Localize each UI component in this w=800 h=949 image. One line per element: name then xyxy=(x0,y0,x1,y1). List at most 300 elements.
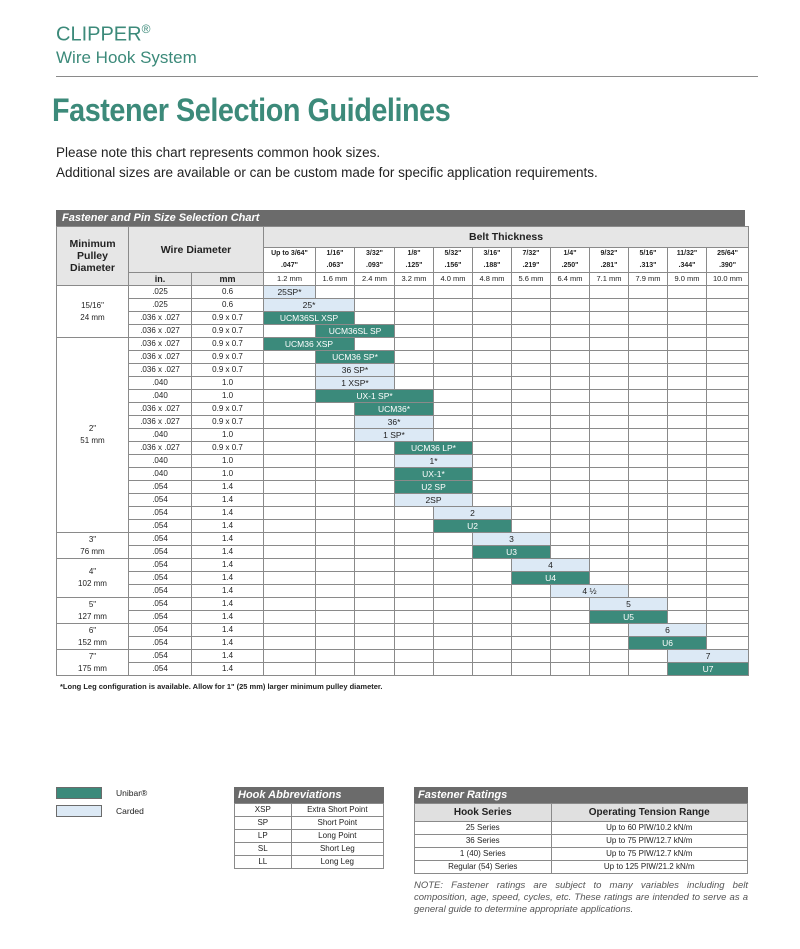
empty-cell xyxy=(629,650,668,663)
empty-cell xyxy=(473,494,512,507)
empty-cell xyxy=(395,520,434,533)
table-row xyxy=(57,299,749,312)
carded-fastener-bar xyxy=(355,429,434,442)
table-row xyxy=(57,468,749,481)
empty-cell xyxy=(629,351,668,364)
empty-cell xyxy=(355,455,395,468)
empty-cell xyxy=(590,351,629,364)
thickness-mm-heading: 7.9 mm xyxy=(629,273,668,286)
empty-cell xyxy=(395,663,434,676)
wire-in-cell: .054 xyxy=(129,624,192,637)
table-row xyxy=(57,338,749,351)
empty-cell xyxy=(707,416,749,429)
empty-cell xyxy=(355,637,395,650)
empty-cell xyxy=(264,650,316,663)
wire-in-cell: .054 xyxy=(129,663,192,676)
table-row xyxy=(57,351,749,364)
empty-cell xyxy=(590,663,629,676)
wire-mm-cell: 1.4 xyxy=(192,507,264,520)
header-row xyxy=(57,273,749,286)
table-row xyxy=(57,663,749,676)
empty-cell xyxy=(355,533,395,546)
empty-cell xyxy=(434,598,473,611)
empty-cell xyxy=(355,650,395,663)
wire-mm-cell: 1.4 xyxy=(192,520,264,533)
table-row xyxy=(57,325,749,338)
pulley-mm: 76 mm xyxy=(80,546,105,556)
empty-cell xyxy=(590,559,629,572)
table-row xyxy=(235,856,384,869)
empty-cell xyxy=(590,416,629,429)
thickness-decimal: .047" xyxy=(281,262,298,269)
carded-fastener-bar xyxy=(264,299,355,312)
thickness-mm-heading: 1.6 mm xyxy=(316,273,355,286)
chart-header: Fastener and Pin Size Selection Chart xyxy=(56,210,745,226)
empty-cell xyxy=(668,533,707,546)
carded-fastener-bar xyxy=(434,507,512,520)
empty-cell xyxy=(551,286,590,299)
empty-cell xyxy=(512,338,551,351)
empty-cell xyxy=(668,442,707,455)
thickness-decimal: .188" xyxy=(483,262,501,269)
thickness-in-heading xyxy=(629,248,668,273)
thickness-fraction: 3/32" xyxy=(366,250,383,257)
pulley-diameter-cell xyxy=(57,286,129,338)
empty-cell xyxy=(551,338,590,351)
thickness-mm-heading: 9.0 mm xyxy=(668,273,707,286)
empty-cell xyxy=(473,559,512,572)
wire-in-cell: .036 x .027 xyxy=(129,312,192,325)
wire-in-cell: .036 x .027 xyxy=(129,338,192,351)
unit-in-heading: in. xyxy=(129,273,192,286)
empty-cell xyxy=(590,377,629,390)
empty-cell xyxy=(316,416,355,429)
thickness-decimal: .219" xyxy=(522,262,540,269)
wire-in-cell: .036 x .027 xyxy=(129,442,192,455)
carded-fastener-bar xyxy=(395,494,473,507)
wire-mm-cell: 1.4 xyxy=(192,572,264,585)
empty-cell xyxy=(629,442,668,455)
unibar-swatch xyxy=(56,787,102,799)
header-row xyxy=(57,227,749,248)
wire-in-cell: .054 xyxy=(129,546,192,559)
empty-cell xyxy=(551,299,590,312)
empty-cell xyxy=(629,377,668,390)
empty-cell xyxy=(512,442,551,455)
empty-cell xyxy=(316,429,355,442)
empty-cell xyxy=(707,429,749,442)
empty-cell xyxy=(668,286,707,299)
empty-cell xyxy=(590,364,629,377)
empty-cell xyxy=(707,494,749,507)
unibar-fastener-bar xyxy=(395,468,473,481)
wire-in-cell: .054 xyxy=(129,533,192,546)
empty-cell xyxy=(355,338,395,351)
empty-cell xyxy=(551,403,590,416)
legend-item xyxy=(56,805,147,817)
empty-cell xyxy=(668,351,707,364)
empty-cell xyxy=(512,364,551,377)
empty-cell xyxy=(355,507,395,520)
wire-in-cell: .040 xyxy=(129,377,192,390)
empty-cell xyxy=(551,390,590,403)
empty-cell xyxy=(395,299,434,312)
thickness-in-heading xyxy=(512,248,551,273)
empty-cell xyxy=(264,585,316,598)
empty-cell xyxy=(590,429,629,442)
empty-cell xyxy=(316,507,355,520)
abbreviation-code: SL xyxy=(235,843,292,856)
unibar-fastener-bar xyxy=(316,351,395,364)
empty-cell xyxy=(512,650,551,663)
table-row xyxy=(415,835,748,848)
fastener-label: 25* xyxy=(302,300,316,310)
empty-cell xyxy=(473,403,512,416)
wire-in-cell: .025 xyxy=(129,299,192,312)
empty-cell xyxy=(629,325,668,338)
table-row xyxy=(57,507,749,520)
empty-cell xyxy=(707,338,749,351)
empty-cell xyxy=(629,468,668,481)
pulley-mm: 152 mm xyxy=(78,637,107,647)
empty-cell xyxy=(395,624,434,637)
empty-cell xyxy=(473,468,512,481)
wire-in-cell: .054 xyxy=(129,494,192,507)
empty-cell xyxy=(395,650,434,663)
pulley-in: 4" xyxy=(88,567,97,576)
empty-cell xyxy=(551,312,590,325)
empty-cell xyxy=(316,403,355,416)
selection-chart xyxy=(56,210,745,691)
table-row xyxy=(235,843,384,856)
thickness-in-heading xyxy=(551,248,590,273)
pulley-mm: 51 mm xyxy=(80,436,105,445)
empty-cell xyxy=(264,416,316,429)
empty-cell xyxy=(668,559,707,572)
thickness-fraction: 1/8" xyxy=(407,250,421,257)
empty-cell xyxy=(707,286,749,299)
wire-mm-cell: 1.0 xyxy=(192,377,264,390)
wire-heading: Wire Diameter xyxy=(129,227,264,273)
selection-table xyxy=(56,226,749,676)
wire-in-cell: .054 xyxy=(129,520,192,533)
empty-cell xyxy=(355,494,395,507)
chart-footnote: *Long Leg configuration is available. Allow for 1" (25 mm) larger minimum pulley diameter. xyxy=(60,682,383,691)
wire-mm-cell: 0.6 xyxy=(192,299,264,312)
empty-cell xyxy=(473,481,512,494)
empty-cell xyxy=(512,494,551,507)
empty-cell xyxy=(395,598,434,611)
empty-cell xyxy=(512,624,551,637)
thickness-fraction: 3/16" xyxy=(483,250,501,257)
abbreviations-table xyxy=(234,803,384,869)
abbreviation-meaning: Long Leg xyxy=(291,856,383,869)
empty-cell xyxy=(551,637,590,650)
empty-cell xyxy=(264,507,316,520)
empty-cell xyxy=(355,468,395,481)
empty-cell xyxy=(264,442,316,455)
pulley-in: 15/16" xyxy=(81,300,104,310)
empty-cell xyxy=(316,611,355,624)
wire-mm-cell: 0.9 x 0.7 xyxy=(192,364,264,377)
thickness-in-heading xyxy=(355,248,395,273)
thickness-fraction: 25/64" xyxy=(717,250,738,257)
empty-cell xyxy=(629,533,668,546)
wire-mm-cell: 0.9 x 0.7 xyxy=(192,416,264,429)
empty-cell xyxy=(590,624,629,637)
carded-fastener-bar xyxy=(264,286,316,299)
abbreviations-header: Hook Abbreviations xyxy=(234,787,384,803)
fastener-label: 25SP* xyxy=(277,287,302,297)
carded-fastener-bar xyxy=(395,455,473,468)
empty-cell xyxy=(264,455,316,468)
empty-cell xyxy=(707,351,749,364)
table-row xyxy=(57,624,749,637)
empty-cell xyxy=(668,429,707,442)
pulley-diameter-cell xyxy=(57,338,129,533)
empty-cell xyxy=(434,637,473,650)
pulley-mm: 127 mm xyxy=(78,611,107,621)
wire-mm-cell: 0.9 x 0.7 xyxy=(192,325,264,338)
empty-cell xyxy=(473,286,512,299)
empty-cell xyxy=(473,416,512,429)
empty-cell xyxy=(551,520,590,533)
empty-cell xyxy=(590,481,629,494)
table-row xyxy=(57,364,749,377)
empty-cell xyxy=(434,403,473,416)
empty-cell xyxy=(629,455,668,468)
table-row xyxy=(57,533,749,546)
empty-cell xyxy=(668,598,707,611)
empty-cell xyxy=(264,572,316,585)
empty-cell xyxy=(473,377,512,390)
empty-cell xyxy=(551,377,590,390)
empty-cell xyxy=(707,481,749,494)
empty-cell xyxy=(551,598,590,611)
table-row xyxy=(415,861,748,874)
empty-cell xyxy=(512,351,551,364)
empty-cell xyxy=(395,507,434,520)
wire-in-cell: .040 xyxy=(129,429,192,442)
abbreviation-meaning: Short Point xyxy=(291,817,383,830)
wire-mm-cell: 1.4 xyxy=(192,637,264,650)
thickness-decimal: .156" xyxy=(444,262,462,269)
empty-cell xyxy=(551,364,590,377)
empty-cell xyxy=(316,559,355,572)
thickness-mm-heading: 1.2 mm xyxy=(264,273,316,286)
wire-in-cell: .054 xyxy=(129,598,192,611)
carded-fastener-bar xyxy=(668,650,749,663)
empty-cell xyxy=(629,663,668,676)
empty-cell xyxy=(668,520,707,533)
unibar-fastener-bar xyxy=(629,637,707,650)
ratings-note: NOTE: Fastener ratings are subject to many variables including belt composition, age, speed, cycles, etc. These ratings are intended to serve as a general guide to determine appropriate applications. xyxy=(414,880,748,915)
empty-cell xyxy=(707,403,749,416)
empty-cell xyxy=(316,455,355,468)
empty-cell xyxy=(264,481,316,494)
unibar-fastener-bar xyxy=(395,481,473,494)
thickness-in-heading xyxy=(590,248,629,273)
pulley-heading: Minimum Pulley Diameter xyxy=(57,227,129,286)
wire-in-cell: .036 x .027 xyxy=(129,416,192,429)
empty-cell xyxy=(668,546,707,559)
empty-cell xyxy=(668,416,707,429)
empty-cell xyxy=(395,572,434,585)
thickness-in-heading xyxy=(434,248,473,273)
legend-label: Unibar® xyxy=(116,788,148,798)
thickness-fraction: 1/4" xyxy=(563,250,577,257)
empty-cell xyxy=(473,624,512,637)
empty-cell xyxy=(629,507,668,520)
empty-cell xyxy=(590,286,629,299)
empty-cell xyxy=(707,520,749,533)
empty-cell xyxy=(551,351,590,364)
pulley-diameter-cell xyxy=(57,624,129,650)
empty-cell xyxy=(512,299,551,312)
empty-cell xyxy=(551,429,590,442)
wire-mm-cell: 1.0 xyxy=(192,390,264,403)
empty-cell xyxy=(707,624,749,637)
empty-cell xyxy=(473,390,512,403)
empty-cell xyxy=(668,455,707,468)
empty-cell xyxy=(395,312,434,325)
empty-cell xyxy=(590,390,629,403)
wire-mm-cell: 1.4 xyxy=(192,481,264,494)
empty-cell xyxy=(668,481,707,494)
intro-line: Please note this chart represents common hook sizes. xyxy=(56,145,381,160)
abbreviation-code: LP xyxy=(235,830,292,843)
empty-cell xyxy=(707,312,749,325)
fastener-label: U2 SP xyxy=(421,482,446,492)
empty-cell xyxy=(473,442,512,455)
empty-cell xyxy=(707,598,749,611)
empty-cell xyxy=(512,416,551,429)
wire-mm-cell: 1.0 xyxy=(192,429,264,442)
empty-cell xyxy=(512,611,551,624)
empty-cell xyxy=(395,533,434,546)
empty-cell xyxy=(707,637,749,650)
empty-cell xyxy=(434,559,473,572)
wire-in-cell: .054 xyxy=(129,611,192,624)
empty-cell xyxy=(355,546,395,559)
wire-mm-cell: 1.4 xyxy=(192,624,264,637)
empty-cell xyxy=(316,637,355,650)
intro-text xyxy=(56,143,598,183)
thickness-fraction: Up to 3/64" xyxy=(271,250,308,257)
empty-cell xyxy=(512,325,551,338)
carded-fastener-bar xyxy=(355,416,434,429)
empty-cell xyxy=(395,585,434,598)
empty-cell xyxy=(707,533,749,546)
empty-cell xyxy=(434,377,473,390)
empty-cell xyxy=(264,611,316,624)
table-row xyxy=(57,286,749,299)
empty-cell xyxy=(264,533,316,546)
empty-cell xyxy=(707,468,749,481)
empty-cell xyxy=(512,390,551,403)
empty-cell xyxy=(355,572,395,585)
empty-cell xyxy=(629,338,668,351)
table-row xyxy=(235,804,384,817)
hook-series-heading: Hook Series xyxy=(415,804,552,822)
wire-in-cell: .054 xyxy=(129,585,192,598)
wire-mm-cell: 1.4 xyxy=(192,533,264,546)
table-row xyxy=(57,598,749,611)
unibar-fastener-bar xyxy=(355,403,434,416)
empty-cell xyxy=(629,494,668,507)
wire-mm-cell: 1.4 xyxy=(192,611,264,624)
thickness-decimal: .093" xyxy=(366,262,383,269)
table-row xyxy=(57,312,749,325)
abbreviation-meaning: Extra Short Point xyxy=(291,804,383,817)
brand-subtitle: Wire Hook System xyxy=(56,48,197,67)
brand-name: CLIPPER® xyxy=(56,22,151,46)
empty-cell xyxy=(590,455,629,468)
wire-mm-cell: 0.9 x 0.7 xyxy=(192,351,264,364)
legend-label: Carded xyxy=(116,806,144,816)
empty-cell xyxy=(355,481,395,494)
abbreviation-code: XSP xyxy=(235,804,292,817)
fastener-label: 5 xyxy=(626,599,631,609)
fastener-label: U7 xyxy=(702,664,714,674)
pulley-in: 7" xyxy=(88,651,97,661)
empty-cell xyxy=(264,494,316,507)
unibar-fastener-bar xyxy=(473,546,551,559)
wire-mm-cell: 0.9 x 0.7 xyxy=(192,338,264,351)
empty-cell xyxy=(551,442,590,455)
empty-cell xyxy=(316,598,355,611)
empty-cell xyxy=(590,468,629,481)
abbreviation-meaning: Long Point xyxy=(291,830,383,843)
empty-cell xyxy=(434,325,473,338)
empty-cell xyxy=(473,650,512,663)
empty-cell xyxy=(590,650,629,663)
empty-cell xyxy=(473,299,512,312)
wire-mm-cell: 1.4 xyxy=(192,598,264,611)
empty-cell xyxy=(512,520,551,533)
empty-cell xyxy=(316,468,355,481)
table-row xyxy=(57,442,749,455)
empty-cell xyxy=(355,611,395,624)
empty-cell xyxy=(590,338,629,351)
empty-cell xyxy=(355,442,395,455)
empty-cell xyxy=(512,598,551,611)
ratings-table xyxy=(414,803,748,874)
carded-swatch xyxy=(56,805,102,817)
empty-cell xyxy=(264,624,316,637)
empty-cell xyxy=(629,546,668,559)
table-row xyxy=(57,377,749,390)
unibar-fastener-bar xyxy=(316,390,434,403)
empty-cell xyxy=(668,572,707,585)
empty-cell xyxy=(551,624,590,637)
fastener-label: UCM36 SP* xyxy=(332,352,378,362)
empty-cell xyxy=(395,286,434,299)
legend xyxy=(56,787,147,823)
empty-cell xyxy=(264,468,316,481)
empty-cell xyxy=(264,637,316,650)
empty-cell xyxy=(512,585,551,598)
table-row xyxy=(57,403,749,416)
empty-cell xyxy=(264,325,316,338)
wire-in-cell: .036 x .027 xyxy=(129,325,192,338)
fastener-label: 2SP xyxy=(425,495,442,505)
table-row xyxy=(415,848,748,861)
empty-cell xyxy=(473,598,512,611)
carded-fastener-bar xyxy=(473,533,551,546)
table-row xyxy=(57,559,749,572)
thickness-in-heading xyxy=(264,248,316,273)
